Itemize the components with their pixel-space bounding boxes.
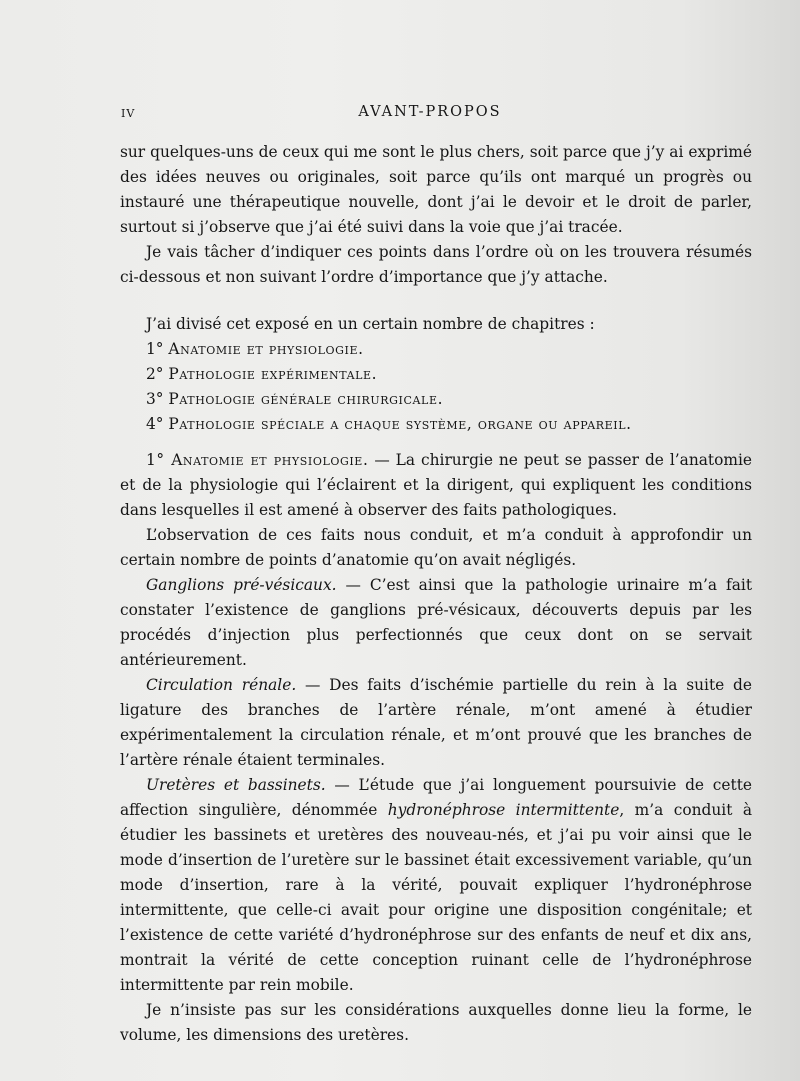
paragraph: L’observation de ces faits nous conduit, et m’a conduit à approfondir un certain nombre de points d’anatomie qu’on avait négligés. (120, 526, 752, 569)
chapter-number: 3° (146, 390, 164, 408)
chapter-number: 4° (146, 415, 164, 433)
paragraph-text: — C’est ainsi que la pathologie urinaire m’a fait constater l’existence de ganglions pré-vésicaux, découverts depuis par les procédés d’injection plus perfectionnés que ceux dont on se servait antérieurement. (120, 576, 753, 669)
page-body (120, 140, 752, 1048)
paragraph: Je vais tâcher d’indiquer ces points dans l’ordre où on les trouvera résumés ci-dessous et non suivant l’ordre d’importance que j’y attache. (120, 243, 752, 286)
chapter-list-item (120, 412, 752, 437)
paragraph-text: — Des faits d’ischémie partielle du rein à la suite de ligature des branches de l’artère rénale, m’ont amené à étudier expérimentalement la circulation rénale, et m’ont prouvé que les branches de l’artère rénale étaient terminales. (120, 676, 752, 769)
emphasis-term: hydronéphrose intermittente (387, 801, 620, 819)
chapter-list-item (120, 387, 752, 412)
paragraph-text: — La chirurgie ne peut se passer de l’anatomie et de la physiologie qui l’éclairent et la dirigent, qui expliquent les conditions dans lesquelles il est amené à observer des faits pathologiques. (120, 451, 752, 519)
paragraph (120, 448, 752, 523)
section-heading: 1° Anatomie et physiologie. (146, 451, 369, 469)
paragraph-text: — L’étude que j’ai longuement poursuivie de cette affection singulière, dénommée (120, 776, 752, 819)
paragraph (120, 573, 752, 673)
paragraph: sur quelques-uns de ceux qui me sont le plus chers, soit parce que j’y ai exprimé des idées neuves ou originales, soit parce qu’ils ont marqué un progrès ou instauré une thérapeutique nouvelle, dont j’ai le devoir et le droit de parler, surtout si j’observe que j’ai été suivi dans la voie que j’ai tracée. (120, 143, 752, 236)
paragraph (120, 673, 752, 773)
subsection-heading: Ganglions pré-vésicaux. (146, 576, 337, 594)
chapter-number: 1° (146, 340, 164, 358)
paragraph: Je n’insiste pas sur les considérations auxquelles donne lieu la forme, le volume, les dimensions des uretères. (120, 1001, 752, 1044)
chapter-title: Anatomie et physiologie. (168, 340, 364, 358)
page-number: IV (121, 107, 136, 120)
chapter-title: Pathologie générale chirurgicale. (168, 390, 444, 408)
paragraph: J’ai divisé cet exposé en un certain nombre de chapitres : (146, 315, 595, 333)
subsection-heading: Uretères et bassinets. (146, 776, 326, 794)
chapter-title: Pathologie expérimentale. (168, 365, 378, 383)
subsection-heading: Circulation rénale. (146, 676, 297, 694)
paragraph-text: , m’a conduit à étudier les bassinets et uretères des nouveau-nés, et j’ai pu voir ainsi que le mode d’insertion de l’uretère sur le bassinet était excessivement variable, qu’un mode d’insertion, rare à la vérité, pouvait expliquer l’hydronéphrose intermittente, que celle-ci avait pour origine une disposition congénitale; et l’existence de cette variété d’hydronéphrose sur des enfants de neuf et dix ans, montrait la vérité de cette conception ruinant celle de l’hydronéphrose intermittente par rein mobile. (120, 801, 753, 994)
paragraph (120, 773, 752, 998)
chapter-list-item (120, 362, 752, 387)
chapter-list-item (120, 337, 752, 362)
running-head: AVANT-PROPOS (358, 104, 502, 120)
chapter-number: 2° (146, 365, 164, 383)
chapter-title: Pathologie spéciale a chaque système, organe ou appareil. (168, 415, 632, 433)
